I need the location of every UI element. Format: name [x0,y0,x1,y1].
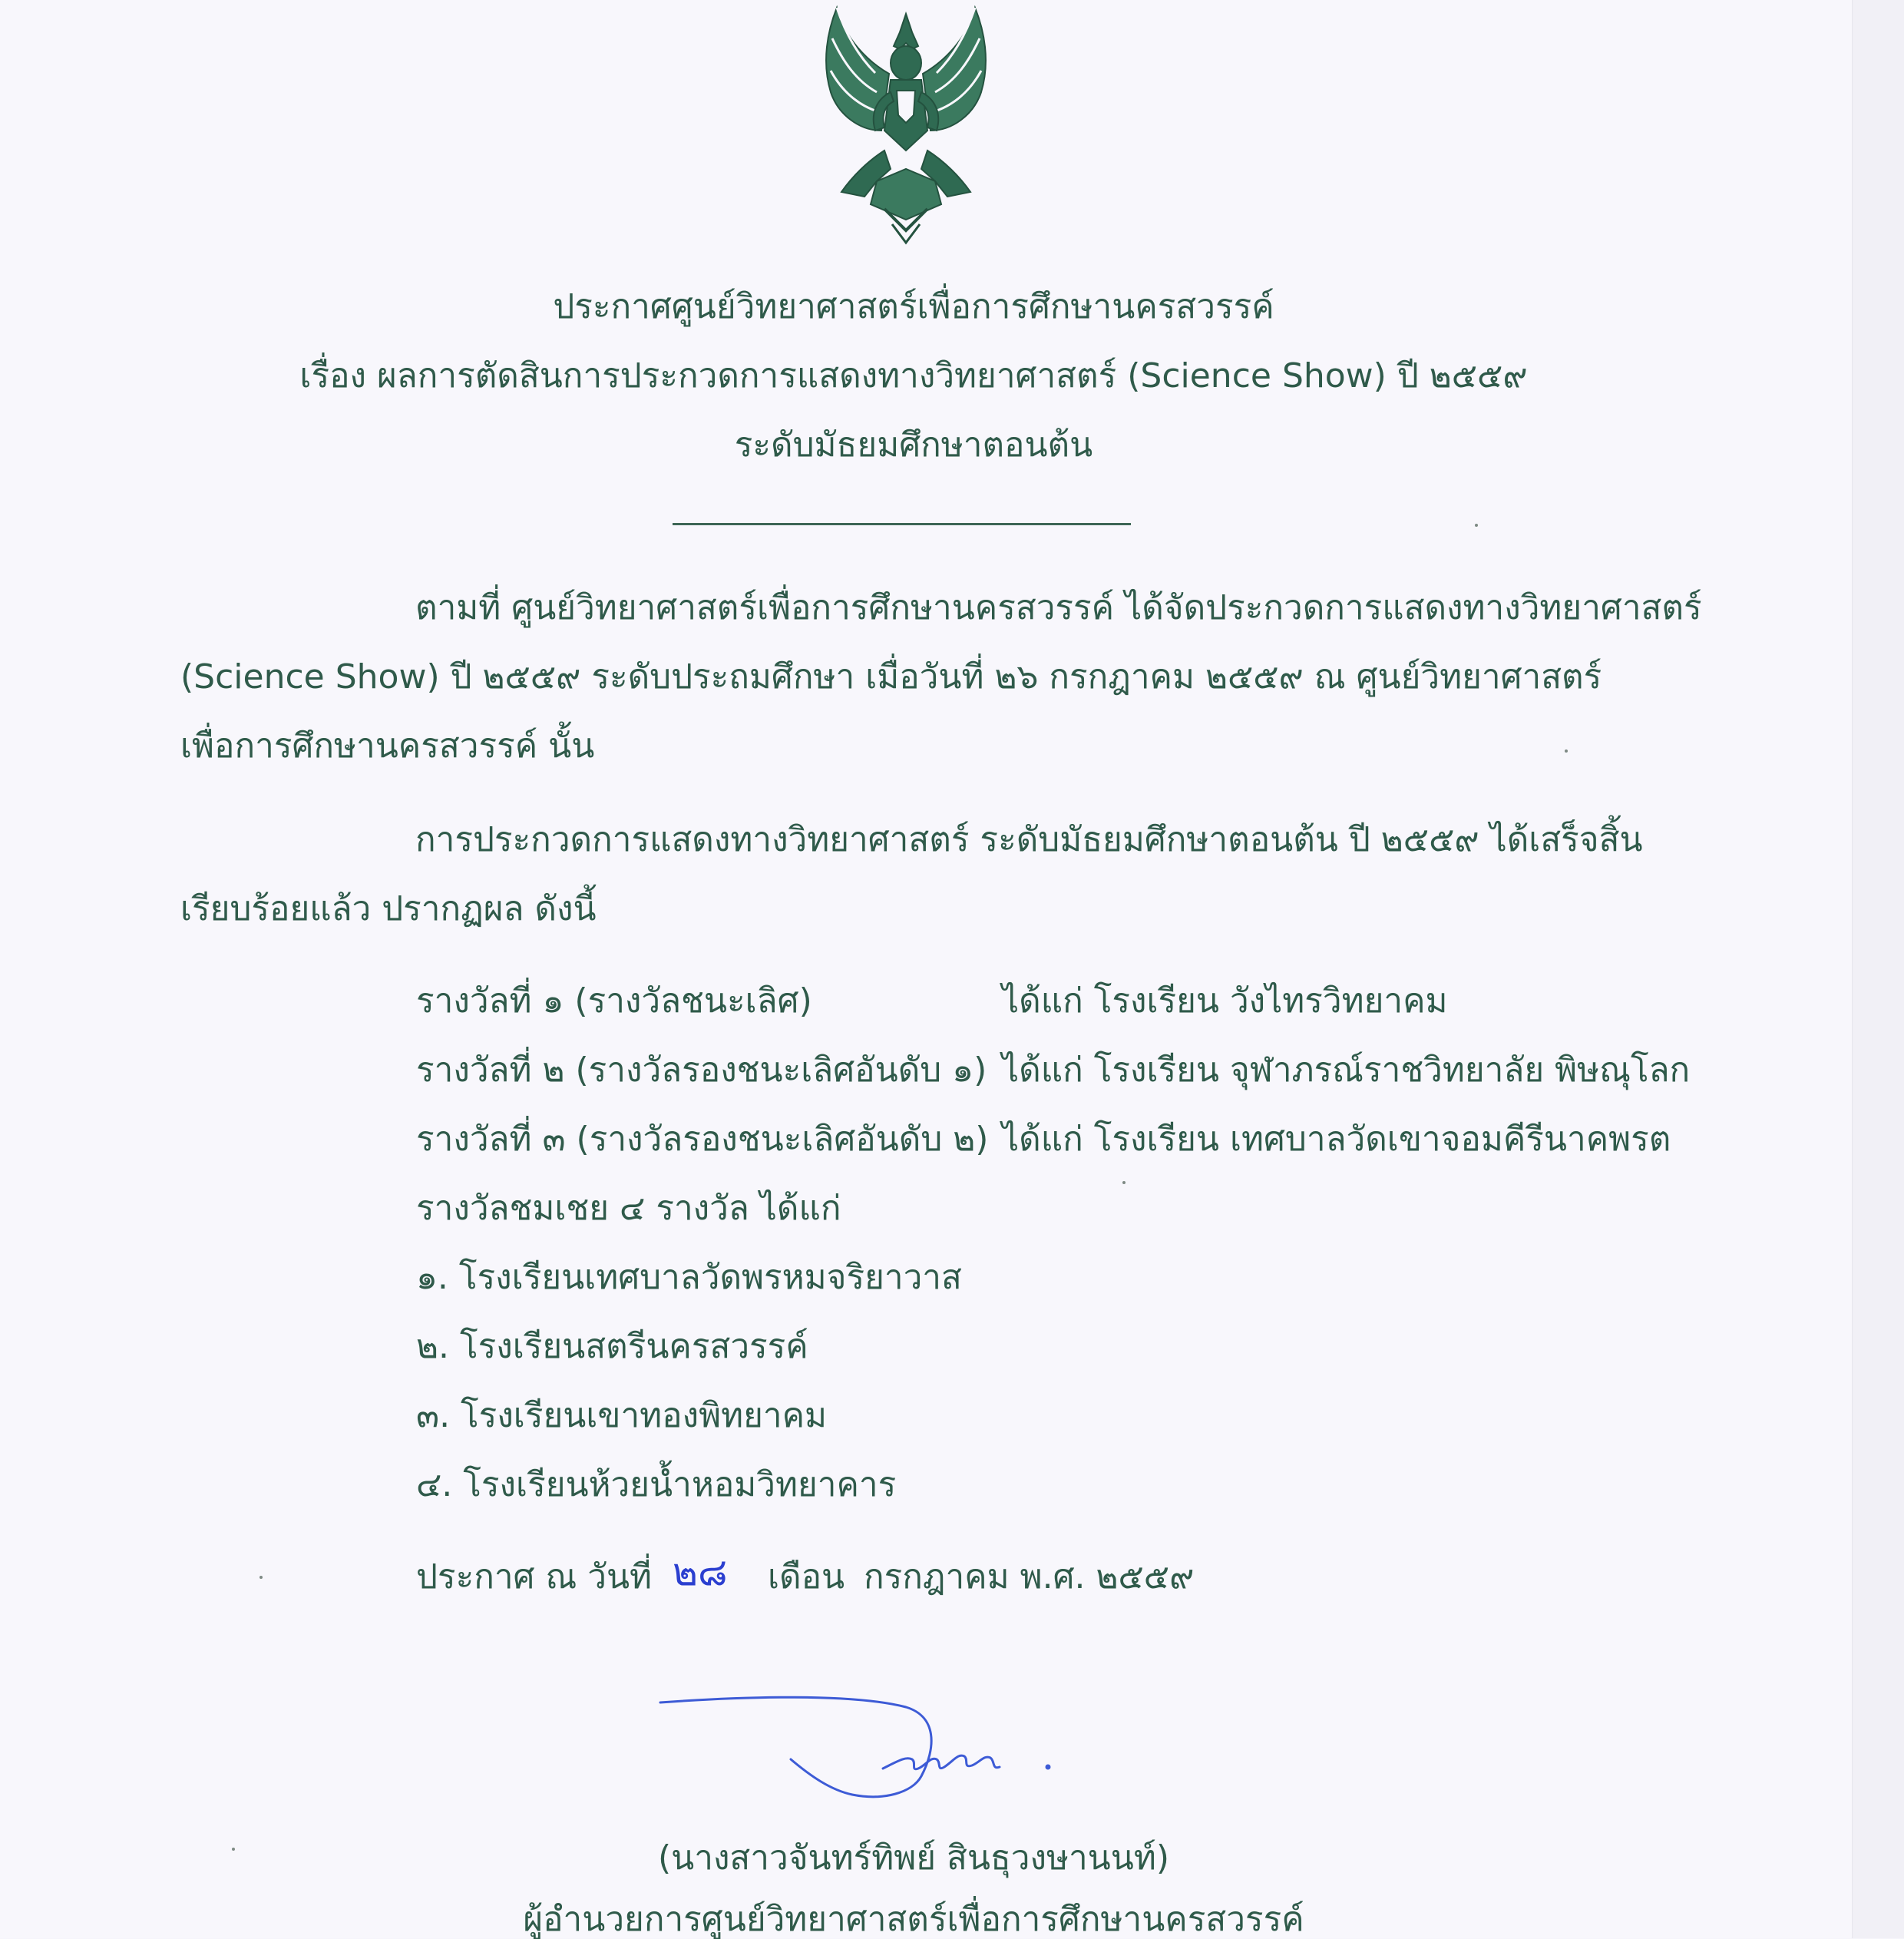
scan-speck [1122,1181,1126,1184]
award-2-title: รางวัลที่ ๒ (รางวัลรองชนะเลิศอันดับ ๑) [416,1051,987,1090]
honorable-item-4: ๔. โรงเรียนห้วยน้ำหอมวิทยาคาร [416,1465,897,1504]
announcement-title: ประกาศศูนย์วิทยาศาสตร์เพื่อการศึกษานครสวรรค์ [553,287,1274,326]
award-1-winner: ได้แก่ โรงเรียน วังไทรวิทยาคม [1002,981,1448,1021]
honorable-item-1: ๑. โรงเรียนเทศบาลวัดพรหมจริยาวาส [416,1258,962,1297]
award-2-winner: ได้แก่ โรงเรียน จุฬาภรณ์ราชวิทยาลัย พิษณุโลก [1002,1051,1691,1090]
award-3-title: รางวัลที่ ๓ (รางวัลรองชนะเลิศอันดับ ๒) [416,1120,989,1159]
announcement-level: ระดับมัธยมศึกษาตอนต้น [734,425,1093,465]
honorable-item-2: ๒. โรงเรียนสตรีนครสวรรค์ [416,1327,808,1366]
paragraph2-line1: การประกวดการแสดงทางวิทยาศาสตร์ ระดับมัธยมศึกษาตอนต้น ปี ๒๕๕๙ ได้เสร็จสิ้น [415,820,1643,859]
paragraph1-line3: เพื่อการศึกษานครสวรรค์ นั้น [180,726,595,766]
date-month-label: เดือน [768,1557,845,1597]
date-month-year: กรกฎาคม พ.ศ. ๒๕๕๙ [864,1557,1195,1597]
paragraph2-line2: เรียบร้อยแล้ว ปรากฏผล ดังนี้ [180,889,597,928]
date-day-handwritten: ๒๘ [673,1550,728,1594]
signatory-name: (นางสาวจันทร์ทิพย์ สินธุวงษานนท์) [658,1838,1169,1878]
signatory-position: ผู้อำนวยการศูนย์วิทยาศาสตร์เพื่อการศึกษานครสวรรค์ [523,1900,1304,1939]
scan-speck [1475,524,1478,527]
honorable-heading: รางวัลชมเชย ๔ รางวัล ได้แก่ [416,1189,841,1228]
signature-mark [653,1686,1067,1816]
scan-speck [1565,749,1568,753]
scan-speck [232,1848,235,1851]
award-1-title: รางวัลที่ ๑ (รางวัลชนะเลิศ) [416,981,812,1021]
paragraph1-line2: (Science Show) ปี ๒๕๕๙ ระดับประถมศึกษา เมื่อวันที่ ๒๖ กรกฎาคม ๒๕๕๙ ณ ศูนย์วิทยาศาสตร์ [180,657,1602,697]
scan-margin [1852,0,1904,1938]
garuda-emblem-icon [791,0,1021,246]
scan-speck [259,1576,263,1579]
announcement-subject: เรื่อง ผลการตัดสินการประกวดการแสดงทางวิทยาศาสตร์ (Science Show) ปี ๒๕๕๙ [299,356,1528,395]
title-divider [673,523,1131,525]
paragraph1-line1: ตามที่ ศูนย์วิทยาศาสตร์เพื่อการศึกษานครสวรรค์ ได้จัดประกวดการแสดงทางวิทยาศาสตร์ [415,588,1702,627]
date-prefix: ประกาศ ณ วันที่ [416,1557,653,1597]
award-3-winner: ได้แก่ โรงเรียน เทศบาลวัดเขาจอมคีรีนาคพรต [1002,1120,1671,1159]
honorable-item-3: ๓. โรงเรียนเขาทองพิทยาคม [416,1396,828,1435]
